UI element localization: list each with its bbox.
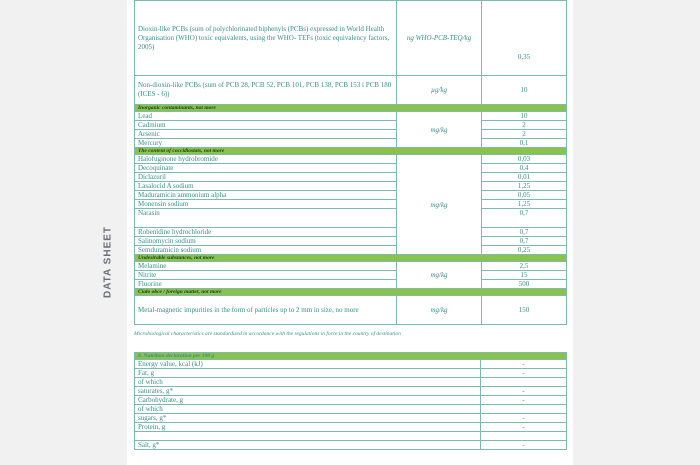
non-dioxin-pcb-unit: µg/kg bbox=[397, 76, 482, 105]
row-value: 0,1 bbox=[482, 139, 567, 148]
row-value bbox=[481, 432, 567, 441]
nutrition-table bbox=[134, 352, 567, 450]
table-row bbox=[135, 76, 567, 105]
section-title: Ciało obce / foreign matter, not more bbox=[135, 289, 567, 296]
contaminants-table bbox=[134, 0, 567, 325]
table-row bbox=[135, 173, 567, 182]
table-row bbox=[135, 191, 567, 200]
row-name: Monensin sodium bbox=[135, 200, 397, 209]
row-value: 2 bbox=[482, 121, 567, 130]
table-row bbox=[135, 360, 567, 369]
table-row bbox=[135, 423, 567, 432]
table-row bbox=[135, 112, 567, 121]
row-name: Energy value, kcal (kJ) bbox=[135, 360, 481, 369]
row-name: Mercury bbox=[135, 139, 397, 148]
row-name: Protein, g bbox=[135, 423, 481, 432]
dioxin-pcb-unit: ng WHO-PCB-TEQ/kg bbox=[397, 1, 482, 76]
row-value: 2,5 bbox=[482, 262, 567, 271]
table-row bbox=[135, 121, 567, 130]
inorganic-unit: mg/kg bbox=[397, 112, 482, 148]
row-value: 500 bbox=[482, 280, 567, 289]
row-value: 0,05 bbox=[482, 191, 567, 200]
table-row bbox=[135, 387, 567, 396]
row-name: Salt, g* bbox=[135, 441, 481, 450]
table-row bbox=[135, 280, 567, 289]
row-value: - bbox=[481, 360, 567, 369]
row-name bbox=[135, 432, 481, 441]
undesirable-unit: mg/kg bbox=[397, 262, 482, 289]
section-header-undesirable bbox=[135, 255, 567, 262]
row-value: 0,03 bbox=[482, 155, 567, 164]
row-value: 1,25 bbox=[482, 182, 567, 191]
row-value: 0,7 bbox=[482, 237, 567, 246]
coccidiostats-unit: mg/kg bbox=[397, 155, 482, 255]
data-sheet-side-label: DATA SHEET bbox=[102, 225, 114, 299]
section-header-coccidiostats bbox=[135, 148, 567, 155]
section-title: 8. Nutrition declaration per 100 g bbox=[135, 353, 567, 360]
table-row bbox=[135, 155, 567, 164]
section-title: Undesirable substances, not more bbox=[135, 255, 567, 262]
row-name: sugars, g* bbox=[135, 414, 481, 423]
table-row bbox=[135, 262, 567, 271]
section-header-foreign bbox=[135, 289, 567, 296]
table-row bbox=[135, 405, 567, 414]
row-name: Melamine bbox=[135, 262, 397, 271]
dioxin-pcb-name: Dioxin-like PCBs (sum of polychlorinated biphenyls (PCBs) expressed in World Health Organisation (WHO) toxic equivalents, using the WHO- TEFs (toxic equivalency factors, 2005) bbox=[135, 1, 397, 76]
row-name: Semduramicin sodium bbox=[135, 246, 397, 255]
table-row bbox=[135, 369, 567, 378]
row-name: Salinomycin sodium bbox=[135, 237, 397, 246]
table-row bbox=[135, 396, 567, 405]
table-row bbox=[135, 130, 567, 139]
table-row bbox=[135, 228, 567, 237]
row-value: 10 bbox=[482, 112, 567, 121]
row-name: of which bbox=[135, 378, 481, 387]
row-value: 1,25 bbox=[482, 200, 567, 209]
row-name: Fluorine bbox=[135, 280, 397, 289]
table-row bbox=[135, 164, 567, 173]
row-name: Lasalocid A sodium bbox=[135, 182, 397, 191]
row-name: saturates, g* bbox=[135, 387, 481, 396]
row-name: Diclazuril bbox=[135, 173, 397, 182]
metal-impurities-value: 150 bbox=[482, 296, 567, 325]
table-row bbox=[135, 182, 567, 191]
row-name: Maduramicin ammonium alpha bbox=[135, 191, 397, 200]
metal-impurities-unit: mg/kg bbox=[397, 296, 482, 325]
row-value: - bbox=[481, 441, 567, 450]
non-dioxin-pcb-value: 10 bbox=[482, 76, 567, 105]
table-row bbox=[135, 271, 567, 280]
row-value: 0,4 bbox=[482, 164, 567, 173]
table-row bbox=[135, 432, 567, 441]
row-value: - bbox=[481, 414, 567, 423]
row-name: Fat, g bbox=[135, 369, 481, 378]
row-value: 0,01 bbox=[482, 173, 567, 182]
table-row bbox=[135, 200, 567, 209]
row-name: Halofuginone hydrobromide bbox=[135, 155, 397, 164]
row-value bbox=[481, 378, 567, 387]
row-name: Lead bbox=[135, 112, 397, 121]
row-name: Narasin bbox=[135, 209, 397, 228]
section-title: The content of coccidiostats, not more bbox=[135, 148, 567, 155]
section-header-inorganic bbox=[135, 105, 567, 112]
table-row bbox=[135, 296, 567, 325]
row-name: Cadmium bbox=[135, 121, 397, 130]
section-header-nutrition bbox=[135, 353, 567, 360]
table-row bbox=[135, 378, 567, 387]
table-row bbox=[135, 441, 567, 450]
row-value: 0,7 bbox=[482, 228, 567, 237]
table-row bbox=[135, 209, 567, 228]
table-row bbox=[135, 1, 567, 76]
row-value: - bbox=[481, 387, 567, 396]
row-value: - bbox=[481, 369, 567, 378]
table-row bbox=[135, 246, 567, 255]
row-name: Nitrite bbox=[135, 271, 397, 280]
non-dioxin-pcb-name: Non-dioxin-like PCBs (sum of PCB 28, PCB 52, PCB 101, PCB 138, PCB 153 i PCB 180 (ICES - 6)) bbox=[135, 76, 397, 105]
row-name: Decoquinate bbox=[135, 164, 397, 173]
row-value: 0,25 bbox=[482, 246, 567, 255]
table-row bbox=[135, 237, 567, 246]
row-value: 2 bbox=[482, 130, 567, 139]
microbiology-footnote: Microbiological characteristics are standardized in accordance with the regulations in force in the country of destination bbox=[134, 331, 401, 337]
section-title: Inorganic contaminants, not more bbox=[135, 105, 567, 112]
row-value bbox=[481, 405, 567, 414]
row-name: of which bbox=[135, 405, 481, 414]
row-value: - bbox=[481, 423, 567, 432]
row-value: 0,7 bbox=[482, 209, 567, 228]
row-value: - bbox=[481, 396, 567, 405]
row-name: Robenidine hydrochloride bbox=[135, 228, 397, 237]
row-name: Carbohydrate, g bbox=[135, 396, 481, 405]
table-row bbox=[135, 139, 567, 148]
row-value: 15 bbox=[482, 271, 567, 280]
row-name: Arsenic bbox=[135, 130, 397, 139]
dioxin-pcb-value: 0,35 bbox=[482, 1, 567, 76]
metal-impurities-name: Metal-magnetic impurities in the form of particles up to 2 mm in size, no more bbox=[135, 296, 397, 325]
table-row bbox=[135, 414, 567, 423]
